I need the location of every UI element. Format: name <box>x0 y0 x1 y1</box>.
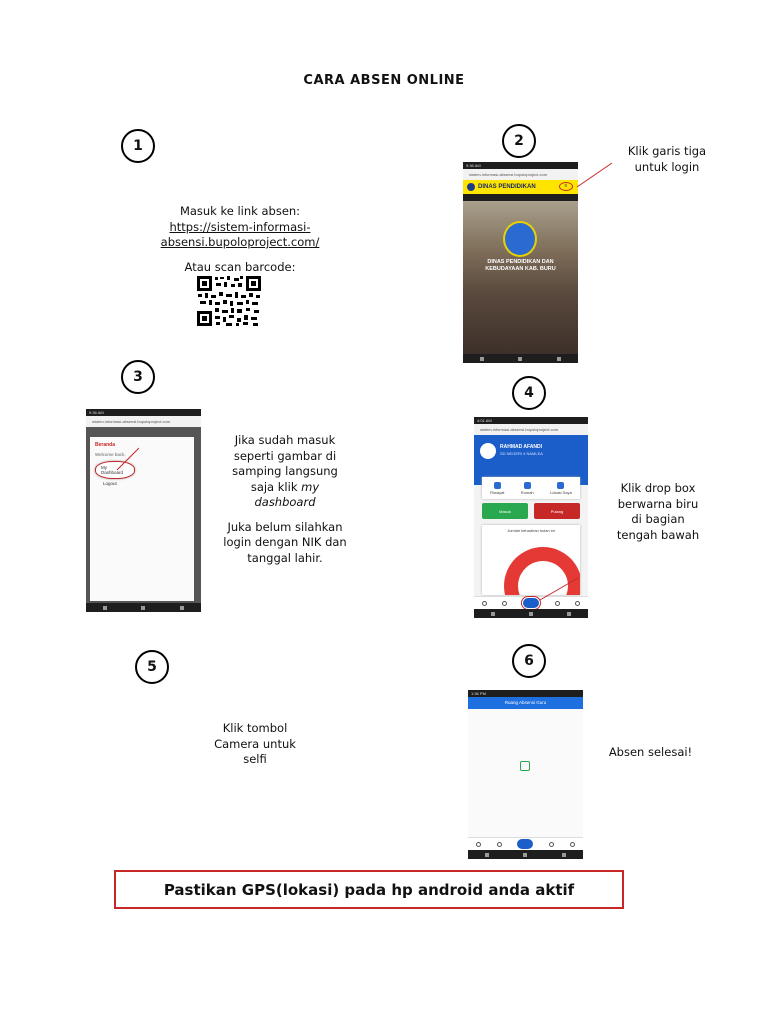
tab-info-icon[interactable] <box>482 601 487 606</box>
quick-riwayat-label: Riwayat <box>490 489 505 495</box>
avatar-icon <box>480 443 496 459</box>
hero-photo <box>463 201 578 354</box>
menu-label: Beranda <box>95 442 116 448</box>
step-number-1: 1 <box>121 129 155 163</box>
android-nav-bar <box>463 354 578 363</box>
step-4-line-1: Klik drop box <box>620 481 696 495</box>
profile-school: SD NEGERI 4 NAMLEA <box>500 451 543 456</box>
step-3-italic-2: dashboard <box>254 495 316 509</box>
quick-lokasi-label: Lokasi Saya <box>550 489 572 495</box>
step-3-line-7: tanggal lahir. <box>247 550 323 565</box>
step-4-line-4: tengah bawah <box>616 527 700 542</box>
url-bar: sistem-informasi-absensi.bupoloproject.com <box>474 424 588 435</box>
dashboard-body <box>474 485 588 609</box>
bottom-tab-bar <box>474 596 588 609</box>
step-4-line-2: berwarna biru <box>617 496 699 511</box>
tab-logout-icon[interactable] <box>570 842 575 847</box>
absensi-header: Ruang Absensi Guru <box>468 697 583 709</box>
step-number-3: 3 <box>121 360 155 394</box>
absensi-body <box>468 709 583 837</box>
step-3-line-4: saja klik <box>250 479 298 494</box>
step-5-line-3: selfi <box>243 752 267 766</box>
pulang-button[interactable]: Pulang <box>534 503 580 519</box>
quick-lokasi[interactable] <box>550 482 572 495</box>
hero-caption-line-2: KEBUDAYAAN KAB. BURU <box>485 266 556 272</box>
absen-link-line-2[interactable]: absensi.bupoloproject.com/ <box>160 235 320 249</box>
masuk-button[interactable]: Masuk <box>482 503 528 519</box>
tab-profile-icon[interactable] <box>549 842 554 847</box>
step-3-italic-1: my <box>301 479 320 494</box>
hero-caption-line-1: DINAS PENDIDIKAN DAN <box>487 259 554 265</box>
step-2-instructions <box>612 144 722 175</box>
menu-welcome: Welcome back, <box>95 452 126 457</box>
bottom-tab-bar <box>468 837 583 850</box>
step-number-4: 4 <box>512 376 546 410</box>
tab-profile-icon[interactable] <box>555 601 560 606</box>
gps-note-box <box>114 870 624 909</box>
my-dashboard-menu-item[interactable] <box>95 461 135 479</box>
phone-screenshot-2 <box>463 162 578 363</box>
step-3-line-3: samping langsung <box>232 464 338 478</box>
status-bar: 9:36 AM <box>86 409 201 416</box>
page-title: CARA ABSEN ONLINE <box>303 73 465 88</box>
site-header <box>463 180 578 194</box>
android-nav-bar <box>474 609 588 618</box>
phone-screenshot-3 <box>86 409 201 612</box>
success-icon <box>520 761 530 771</box>
absen-link-line-1[interactable]: https://sistem-informasi- <box>169 219 311 234</box>
step-4-instructions <box>603 481 713 543</box>
emblem-icon <box>503 221 537 257</box>
qr-code <box>196 275 262 327</box>
step-3-line-2: seperti gambar di <box>233 448 337 463</box>
my-dashboard-label: My Dashboard <box>101 465 124 475</box>
tab-calendar-icon[interactable] <box>497 842 502 847</box>
step-3-line-1: Jika sudah masuk <box>234 433 336 447</box>
logout-menu-item[interactable]: Logout <box>103 481 117 486</box>
step-6-line-1: Absen selesai! <box>608 745 693 759</box>
step-6-instructions <box>598 745 703 761</box>
android-nav-bar <box>86 603 201 612</box>
step-number-5: 5 <box>135 650 169 684</box>
step-3-instructions <box>220 433 350 566</box>
step-number-6: 6 <box>512 644 546 678</box>
step-1-instructions <box>130 204 350 275</box>
status-bar: 9:36 AM <box>463 162 578 169</box>
attendance-chart <box>482 525 580 595</box>
chart-title: Jumlah kehadiran bulan ini <box>507 528 555 533</box>
step-number-2: 2 <box>502 124 536 158</box>
donut-chart <box>504 547 580 595</box>
tab-info-icon[interactable] <box>476 842 481 847</box>
hamburger-menu-icon[interactable]: ≡ <box>559 182 573 191</box>
quick-rumah-label: Rumah <box>520 489 534 495</box>
quick-rumah[interactable] <box>521 482 534 495</box>
step-3-line-6: login dengan NIK dan <box>223 535 347 549</box>
step-1-barcode-text: Atau scan barcode: <box>184 259 296 274</box>
profile-name: RAHMAD AFANDI <box>500 444 543 450</box>
camera-button[interactable] <box>517 839 533 849</box>
tab-calendar-icon[interactable] <box>502 601 507 606</box>
url-bar: sistem-informasi-absensi.bupoloproject.com <box>463 169 578 180</box>
step-5-line-2: Camera untuk <box>214 736 296 751</box>
attendance-buttons <box>482 503 580 519</box>
step-5-line-1: Klik tombol <box>222 721 288 735</box>
status-bar: 1:36 PM <box>468 690 583 697</box>
gps-note-text: Pastikan GPS(lokasi) pada hp android anda aktif <box>163 880 575 899</box>
hero-caption <box>463 259 578 273</box>
phone-screenshot-6 <box>468 690 583 859</box>
tab-logout-icon[interactable] <box>575 601 580 606</box>
step-2-line-2: untuk login <box>634 159 700 174</box>
step-3-line-5: Juka belum silahkan <box>227 519 343 534</box>
dimmed-screen <box>86 427 201 603</box>
step-2-line-1: Klik garis tiga <box>627 144 707 158</box>
status-bar: 4:01 AM <box>474 417 588 424</box>
phone-screenshot-4 <box>474 417 588 618</box>
step-4-line-3: di bagian <box>631 512 685 526</box>
dinas-logo-icon <box>467 183 475 191</box>
quick-menu <box>482 477 580 499</box>
dropdown-menu <box>90 437 194 601</box>
site-header-title: DINAS PENDIDIKAN <box>478 184 536 190</box>
camera-dropbox-button[interactable] <box>523 598 539 608</box>
url-bar: sistem-informasi-absensi.bupoloproject.com <box>86 416 201 427</box>
step-1-text: Masuk ke link absen: <box>179 204 301 218</box>
android-nav-bar <box>468 850 583 859</box>
step-5-instructions <box>200 721 310 768</box>
quick-riwayat[interactable] <box>490 482 504 495</box>
